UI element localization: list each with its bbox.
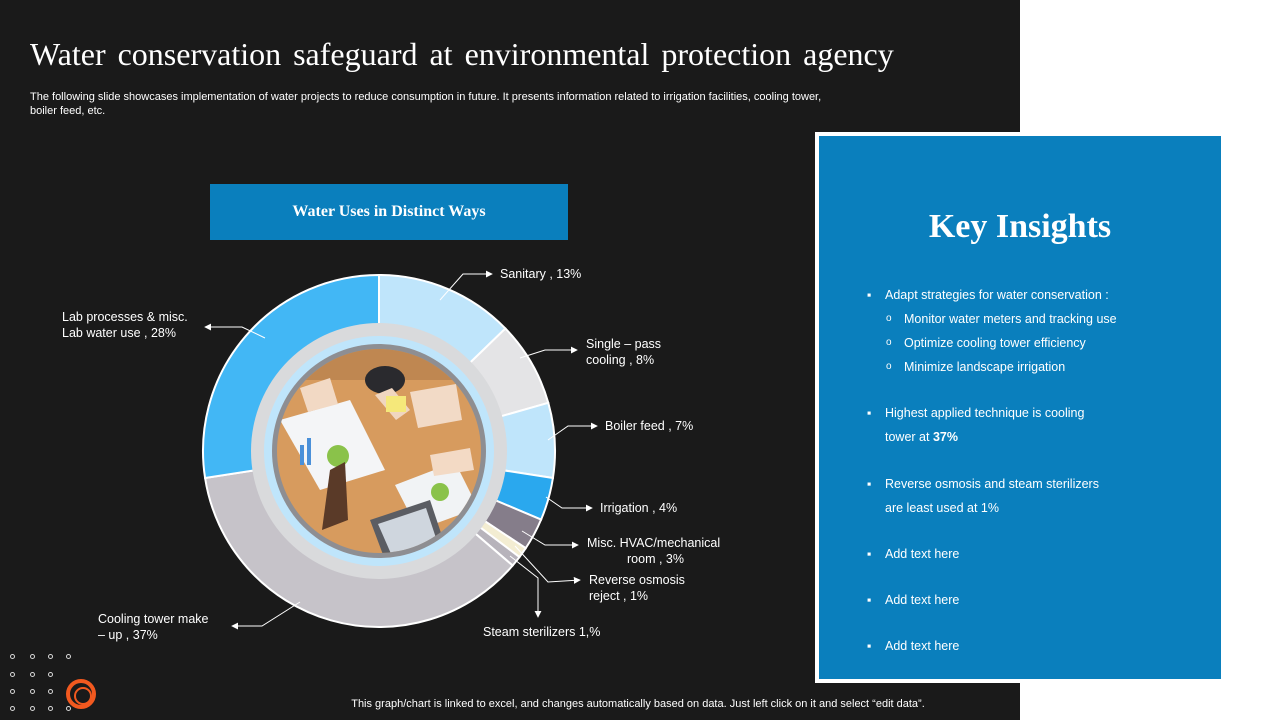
sub-bullet-marker: o: [886, 361, 892, 372]
bullet-marker: ▪: [867, 547, 872, 561]
insight-bullet-2: ▪ Highest applied technique is cooling tower at 37%: [885, 401, 1084, 449]
chart-title: Water Uses in Distinct Ways: [292, 203, 486, 220]
bullet-marker: ▪: [867, 288, 872, 302]
bullet-marker: ▪: [867, 593, 872, 607]
insight-highlight: 37%: [932, 430, 958, 444]
sub-bullet-marker: o: [886, 337, 892, 348]
label-single-pass-line2: cooling , 8%: [586, 353, 655, 367]
sub-bullet-marker: o: [886, 313, 892, 324]
insight-bullet-4[interactable]: ▪ Add text here: [885, 542, 959, 566]
label-reverse-osmosis-line1: Reverse osmosis: [589, 573, 685, 587]
insight-bullet-3: ▪ Reverse osmosis and steam sterilizers are least used at 1%: [885, 472, 1099, 520]
insight-bullet-6[interactable]: ▪ Add text here: [885, 634, 959, 658]
label-single-pass-line1: Single – pass: [586, 337, 662, 351]
label-misc-hvac-line2: room , 3%: [627, 552, 684, 566]
insight-sub-2: o Optimize cooling tower efficiency: [904, 331, 1086, 355]
page-title: Water conservation safeguard at environmental protection agency: [30, 36, 894, 72]
insight-bullet-5[interactable]: ▪ Add text here: [885, 588, 959, 612]
insight-sub-1: o Monitor water meters and tracking use: [904, 307, 1117, 331]
bullet-marker: ▪: [867, 477, 872, 491]
label-boiler-feed: Boiler feed , 7%: [605, 419, 694, 433]
bullet-marker: ▪: [867, 639, 872, 653]
insight-sub-3: o Minimize landscape irrigation: [904, 355, 1065, 379]
label-sanitary: Sanitary , 13%: [500, 267, 582, 281]
label-reverse-osmosis-line2: reject , 1%: [589, 589, 649, 603]
insight-bullet-1: ▪ Adapt strategies for water conservation :: [885, 283, 1109, 307]
label-irrigation: Irrigation , 4%: [600, 501, 678, 515]
bullet-marker: ▪: [867, 406, 872, 420]
page-subtitle: The following slide showcases implementation of water projects to reduce consumption in future. It presents information related to irrigation facilities, cooling tower, boiler feed, etc.: [30, 91, 822, 117]
key-insights-panel: [819, 136, 1221, 679]
footer-note: This graph/chart is linked to excel, and changes automatically based on data. Just left click on it and select “edit data”.: [351, 698, 925, 710]
label-cooling-tower-line1: Cooling tower make: [98, 612, 209, 626]
label-steam-sterilizers: Steam sterilizers 1,%: [483, 625, 601, 639]
label-cooling-tower-line2: – up , 37%: [98, 628, 158, 642]
label-misc-hvac-line1: Misc. HVAC/mechanical: [587, 536, 721, 550]
insights-title: Key Insights: [928, 208, 1112, 245]
label-lab-processes-line2: Lab water use , 28%: [62, 326, 176, 340]
label-lab-processes-line1: Lab processes & misc.: [62, 310, 188, 324]
